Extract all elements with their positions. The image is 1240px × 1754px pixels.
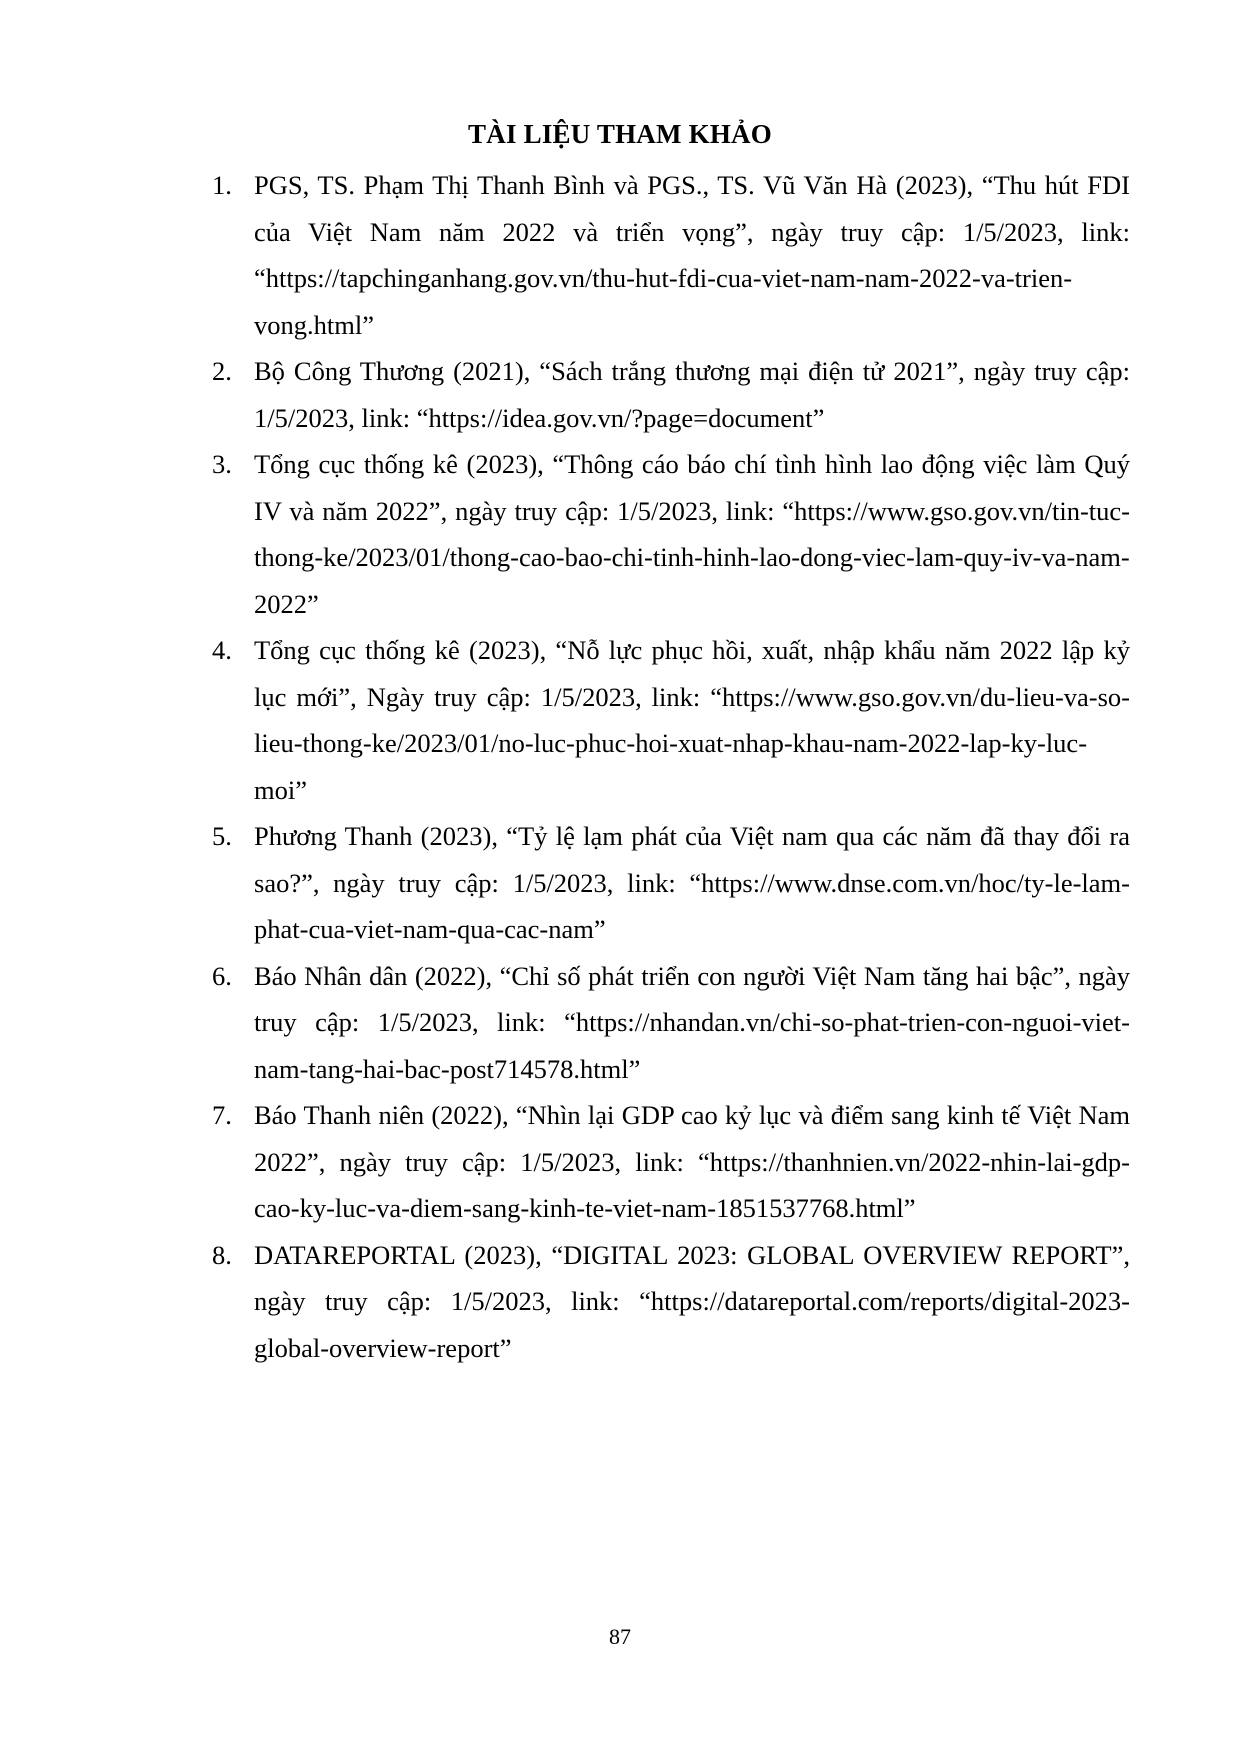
reference-text: Phương Thanh (2023), “Tỷ lệ lạm phát của Việt nam qua các năm đã thay đổi ra sao?”, ngày truy cập: 1/5/2023, link: “https://www.dnse.com.vn/hoc/ty-le-lam-phat-cua-viet-nam-qua-cac-nam” bbox=[254, 821, 1130, 944]
page-number: 87 bbox=[609, 1624, 631, 1649]
reference-item bbox=[212, 1232, 1130, 1372]
reference-text: Báo Nhân dân (2022), “Chỉ số phát triển con người Việt Nam tăng hai bậc”, ngày truy cập: 1/5/2023, link: “https://nhandan.vn/chi-so-phat-trien-con-nguoi-viet-nam-tang-hai-bac-post714578.html” bbox=[254, 960, 1130, 1084]
reference-number: 3. bbox=[212, 449, 232, 479]
reference-list bbox=[212, 162, 1130, 1371]
reference-item bbox=[212, 813, 1130, 953]
reference-number: 4. bbox=[212, 635, 232, 665]
reference-item bbox=[212, 348, 1130, 441]
reference-number: 2. bbox=[212, 356, 232, 386]
reference-text: Bộ Công Thương (2021), “Sách trắng thương mại điện tử 2021”, ngày truy cập: 1/5/2023, link: “https://idea.gov.vn/?page=document” bbox=[254, 356, 1130, 433]
reference-text: Báo Thanh niên (2022), “Nhìn lại GDP cao kỷ lục và điểm sang kinh tế Việt Nam 2022”, ngày truy cập: 1/5/2023, link: “https://thanhnien.vn/2022-nhin-lai-gdp-cao-ky-luc-va-diem-sang-kinh-te-viet-nam-1851537768.html” bbox=[254, 1100, 1130, 1223]
reference-text: Tổng cục thống kê (2023), “Nỗ lực phục hồi, xuất, nhập khẩu năm 2022 lập kỷ lục mới”, Ngày truy cập: 1/5/2023, link: “https://www.gso.gov.vn/du-lieu-va-so-lieu-thong-ke/2023/01/no-luc-phuc-hoi-xuat-nhap-khau-nam-2022-lap-ky-luc-moi” bbox=[254, 635, 1130, 805]
reference-number: 5. bbox=[212, 821, 232, 851]
reference-number: 7. bbox=[212, 1100, 232, 1130]
reference-number: 1. bbox=[212, 170, 232, 200]
page-title: TÀI LIỆU THAM KHẢO bbox=[468, 119, 772, 149]
reference-item bbox=[212, 441, 1130, 627]
reference-text: Tổng cục thống kê (2023), “Thông cáo báo chí tình hình lao động việc làm Quý IV và năm 2022”, ngày truy cập: 1/5/2023, link: “https://www.gso.gov.vn/tin-tuc-thong-ke/2023/01/thong-cao-bao-chi-tinh-hinh-lao-dong-viec-lam-quy-iv-va-nam-2022” bbox=[254, 449, 1130, 619]
reference-item bbox=[212, 627, 1130, 813]
reference-item bbox=[212, 953, 1130, 1093]
reference-item bbox=[212, 1092, 1130, 1232]
reference-number: 6. bbox=[212, 960, 232, 991]
reference-text: DATAREPORTAL (2023), “DIGITAL 2023: GLOBAL OVERVIEW REPORT”, ngày truy cập: 1/5/2023, link: “https://datareportal.com/reports/digital-2023-global-overview-report” bbox=[254, 1239, 1130, 1363]
reference-item bbox=[212, 162, 1130, 348]
reference-number: 8. bbox=[212, 1239, 232, 1270]
reference-text: PGS, TS. Phạm Thị Thanh Bình và PGS., TS. Vũ Văn Hà (2023), “Thu hút FDI của Việt Nam năm 2022 và triển vọng”, ngày truy cập: 1/5/2023, link: “https://tapchinganhang.gov.vn/thu-hut-fdi-cua-viet-nam-nam-2022-va-trien-vong.html” bbox=[254, 170, 1130, 340]
